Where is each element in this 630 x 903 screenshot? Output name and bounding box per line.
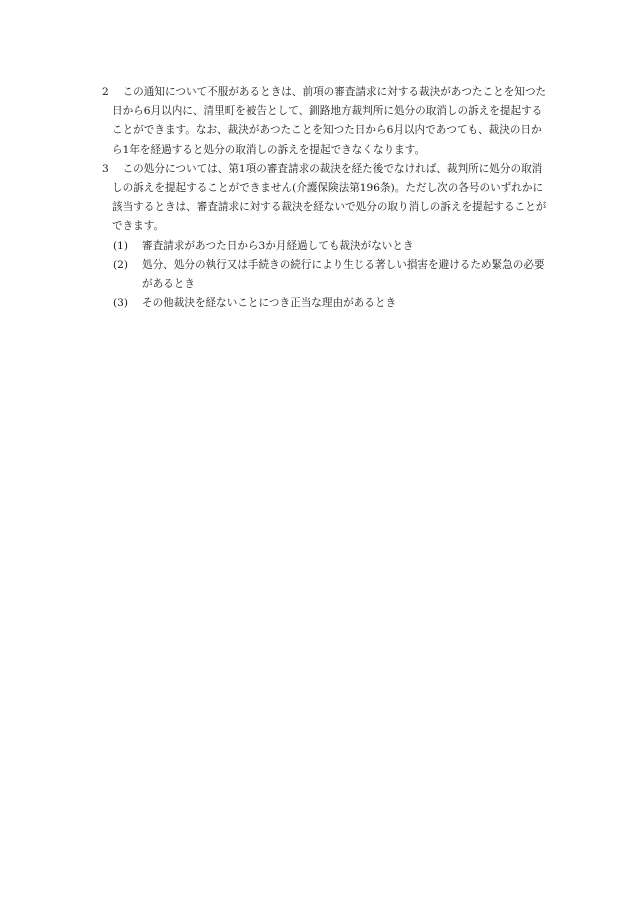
- paragraph-3: [102, 160, 552, 237]
- paragraph-text: この処分については、第1項の審査請求の裁決を経た後でなければ、裁判所に処分の取消しの訴えを提起することができません(介護保険法第196条)。ただし次の各号のいずれかに該当するときは、審査請求に対する裁決を経ないで処分の取り消しの訴えを提起することができます。: [112, 162, 547, 233]
- list-item-text: その他裁決を経ないことにつき正当な理由があるとき: [142, 297, 397, 310]
- list-item-number: (3): [113, 297, 129, 310]
- paragraph-text: この通知について不服があるときは、前項の審査請求に対する裁決があつたことを知つた日から6月以内に、清里町を被告として、釧路地方裁判所に処分の取消しの訴えを提起することができます。なお、裁決があつたことを知つた日から6月以内であつても、裁決の日から1年を経過すると処分の取消しの訴えを提起できなくなります。: [112, 86, 547, 156]
- list-item-number: (1): [113, 239, 129, 252]
- document-body: [102, 83, 552, 313]
- list-item: [102, 256, 552, 294]
- list-item-number: (2): [113, 258, 129, 271]
- list-item: [102, 294, 552, 313]
- list-item: [102, 237, 552, 256]
- paragraph-number: 3: [102, 162, 109, 175]
- list-item-text: 処分、処分の執行又は手続きの続行により生じる著しい損害を避けるため緊急の必要があるとき: [142, 258, 545, 291]
- list-item-text: 審査請求があつた日から3か月経過しても裁決がないとき: [142, 239, 414, 252]
- exception-list: [102, 237, 552, 314]
- paragraph-number: 2: [102, 86, 109, 98]
- paragraph-2: [102, 83, 552, 160]
